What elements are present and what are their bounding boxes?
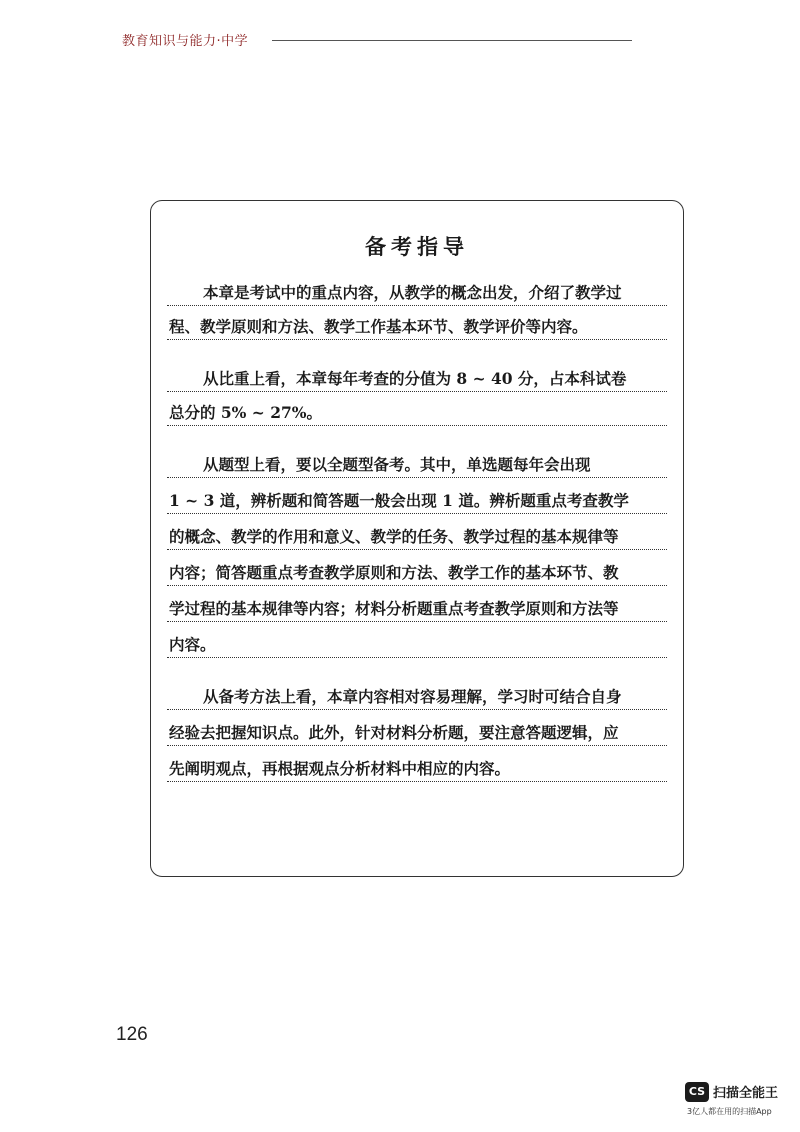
paragraph-line: 学过程的基本规律等内容；材料分析题重点考查教学原则和方法等 bbox=[169, 599, 619, 618]
dotted-rule bbox=[167, 425, 667, 426]
paragraph-line: 总分的 5% ~ 27%。 bbox=[169, 403, 322, 422]
dotted-rule bbox=[167, 621, 667, 622]
scanner-watermark bbox=[685, 1080, 795, 1124]
dotted-rule bbox=[167, 657, 667, 658]
paragraph-line: 程、教学原则和方法、教学工作基本环节、教学评价等内容。 bbox=[169, 317, 588, 336]
paragraph-line: 的概念、教学的作用和意义、教学的任务、教学过程的基本规律等 bbox=[169, 527, 619, 546]
paragraph-line: 内容；简答题重点考查教学原则和方法、教学工作的基本环节、教 bbox=[169, 563, 619, 582]
watermark-app-name: 扫描全能王 bbox=[713, 1086, 779, 1101]
header-title: 教育知识与能力·中学 bbox=[122, 34, 249, 49]
running-header bbox=[122, 28, 632, 52]
watermark-tagline: 3亿人都在用的扫描App bbox=[687, 1107, 772, 1116]
paragraph-line: 从备考方法上看，本章内容相对容易理解，学习时可结合自身 bbox=[203, 687, 622, 706]
camscanner-logo-icon: CS bbox=[685, 1082, 709, 1102]
paragraph-line: 先阐明观点，再根据观点分析材料中相应的内容。 bbox=[169, 759, 511, 778]
dotted-rule bbox=[167, 305, 667, 306]
paragraph-line: 从比重上看，本章每年考查的分值为 8 ~ 40 分，占本科试卷 bbox=[203, 369, 627, 388]
dotted-rule bbox=[167, 709, 667, 710]
paragraph-line: 内容。 bbox=[169, 635, 216, 654]
paragraph-line: 从题型上看，要以全题型备考。其中，单选题每年会出现 bbox=[203, 455, 591, 474]
paragraph-line: 1 ~ 3 道，辨析题和简答题一般会出现 1 道。辨析题重点考查教学 bbox=[169, 491, 629, 510]
dotted-rule bbox=[167, 513, 667, 514]
dotted-rule bbox=[167, 585, 667, 586]
dotted-rule bbox=[167, 477, 667, 478]
dotted-rule bbox=[167, 549, 667, 550]
page-number: 126 bbox=[116, 1024, 148, 1045]
paragraph-line: 本章是考试中的重点内容，从教学的概念出发，介绍了教学过 bbox=[203, 283, 622, 302]
guide-title: 备考指导 bbox=[365, 234, 469, 259]
header-rule bbox=[272, 40, 632, 41]
dotted-rule bbox=[167, 781, 667, 782]
dotted-rule bbox=[167, 745, 667, 746]
paragraph-line: 经验去把握知识点。此外，针对材料分析题，要注意答题逻辑，应 bbox=[169, 723, 619, 742]
dotted-rule bbox=[167, 391, 667, 392]
dotted-rule bbox=[167, 339, 667, 340]
exam-guide-box bbox=[150, 200, 684, 877]
